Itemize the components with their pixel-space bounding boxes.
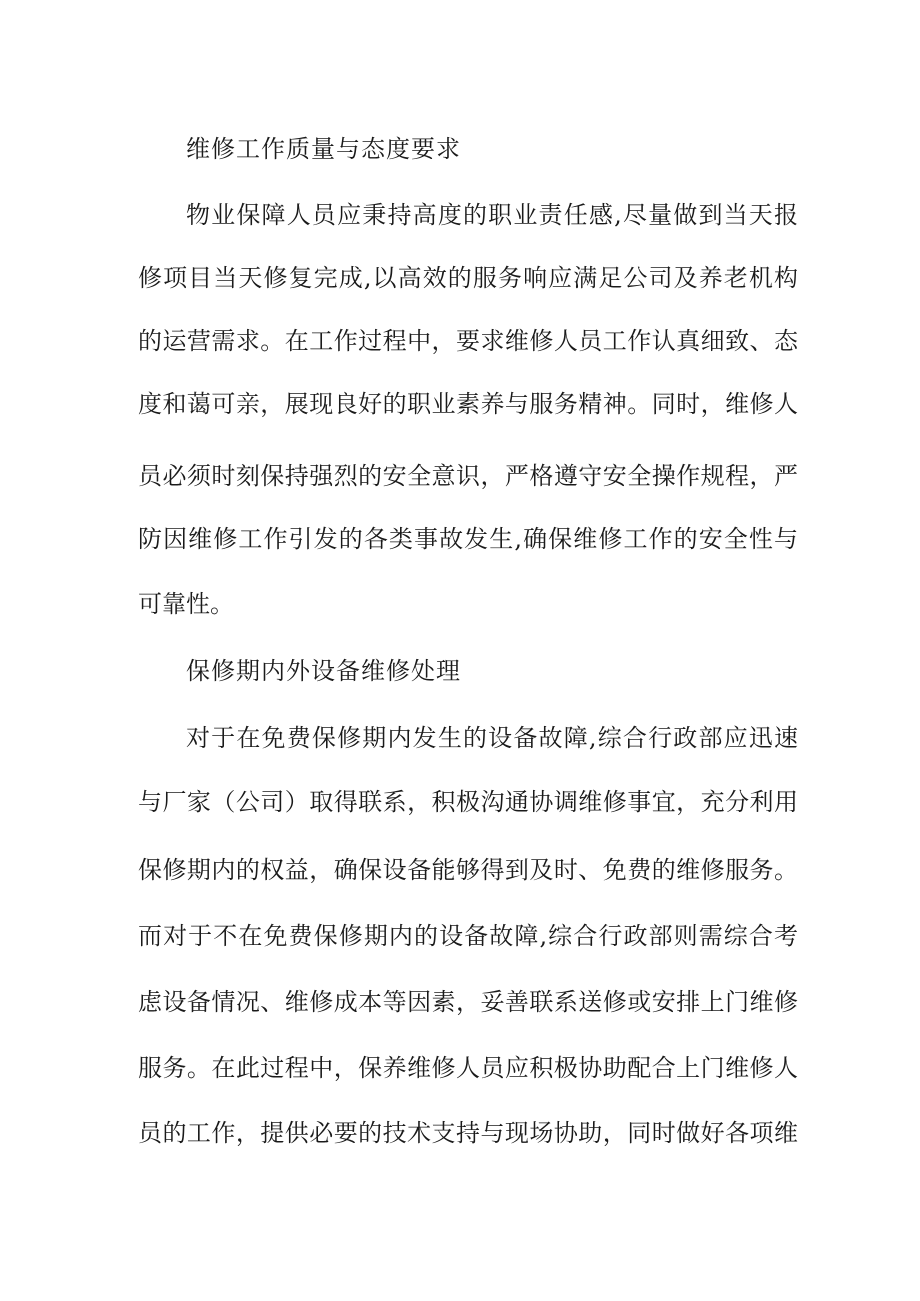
- paragraph-line: 员的工作，提供必要的技术支持与现场协助，同时做好各项维: [138, 1119, 798, 1147]
- paragraph-line: 保修期内的权益，确保设备能够得到及时、免费的维修服务。: [138, 856, 798, 884]
- paragraph-line: 对于在免费保修期内发生的设备故障,综合行政部应迅速: [186, 724, 798, 752]
- paragraph-line: 与厂家（公司）取得联系，积极沟通协调维修事宜，充分利用: [138, 788, 798, 816]
- paragraph-line: 虑设备情况、维修成本等因素，妥善联系送修或安排上门维修: [138, 988, 798, 1016]
- paragraph-line: 而对于不在免费保修期内的设备故障,综合行政部则需综合考: [138, 922, 798, 950]
- paragraph-line: 度和蔼可亲，展现良好的职业素养与服务精神。同时，维修人: [138, 390, 798, 418]
- section-heading: 维修工作质量与态度要求: [186, 135, 461, 163]
- paragraph-line: 修项目当天修复完成,以高效的服务响应满足公司及养老机构: [138, 264, 798, 292]
- paragraph-line: 服务。在此过程中，保养维修人员应积极协助配合上门维修人: [138, 1054, 798, 1082]
- paragraph-line: 物业保障人员应秉持高度的职业责任感,尽量做到当天报: [186, 201, 798, 229]
- paragraph-line: 可靠性。: [138, 590, 234, 618]
- section-heading: 保修期内外设备维修处理: [186, 657, 461, 685]
- paragraph-line: 防因维修工作引发的各类事故发生,确保维修工作的安全性与: [138, 525, 798, 553]
- paragraph-line: 的运营需求。在工作过程中，要求维修人员工作认真细致、态: [138, 327, 798, 355]
- paragraph-line: 员必须时刻保持强烈的安全意识，严格遵守安全操作规程，严: [138, 462, 798, 490]
